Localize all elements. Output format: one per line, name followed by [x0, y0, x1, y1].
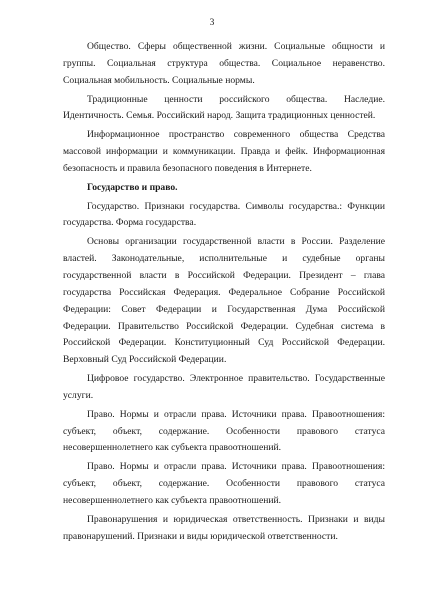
paragraph-society: Общество. Сферы общественной жизни. Социальные общности и группы. Социальная структура общества. Социальное неравенство. Социальная мобильность. Социальные нормы.: [63, 41, 385, 86]
paragraph-law-repeat: Право. Нормы и отрасли права. Источники права. Правоотношения: субъект, объект, содержание. Особенности правового статуса несовершеннолетнего как субъекта правоотношений.: [63, 461, 385, 506]
paragraph-state-power: Основы организации государственной власти в России. Разделение властей. Законодательные, исполнительные и судебные органы государственной власти в Российской Федерации. Президент – глава государства Российская Федерация. Федеральное Собрание Российской Федерации: Совет Федерации и Государственная Дума Российской Федерации. Правительство Российской Федерации. Судебная система в Российской Федерации. Конституционный Суд Российской Федерации. Верховный Суд Российской Федерации.: [63, 236, 385, 366]
paragraph-digital-state: Цифровое государство. Электронное правительство. Государственные услуги.: [63, 373, 385, 401]
paragraph-information-space: Информационное пространство современного общества Средства массовой информации и коммуникации. Правда и фейк. Информационная безопасность и правила безопасного поведения в Интернете.: [63, 129, 385, 174]
section-heading: Государство и право.: [87, 181, 178, 193]
paragraph-traditional-values: Традиционные ценности российского общества. Наследие. Идентичность. Семья. Российский народ. Защита традиционных ценностей.: [63, 93, 385, 122]
paragraph-offenses: Правонарушения и юридическая ответственность. Признаки и виды правонарушений. Признаки и виды юридической ответственности.: [63, 513, 385, 542]
document-body: [63, 39, 385, 547]
paragraph-law: Право. Нормы и отрасли права. Источники права. Правоотношения: субъект, объект, содержание. Особенности правового статуса несовершеннолетнего как субъекта правоотношений.: [63, 408, 385, 454]
paragraph-state: Государство. Признаки государства. Символы государства.: Функции государства. Форма государства.: [63, 200, 385, 229]
page-number: 3: [209, 18, 215, 28]
